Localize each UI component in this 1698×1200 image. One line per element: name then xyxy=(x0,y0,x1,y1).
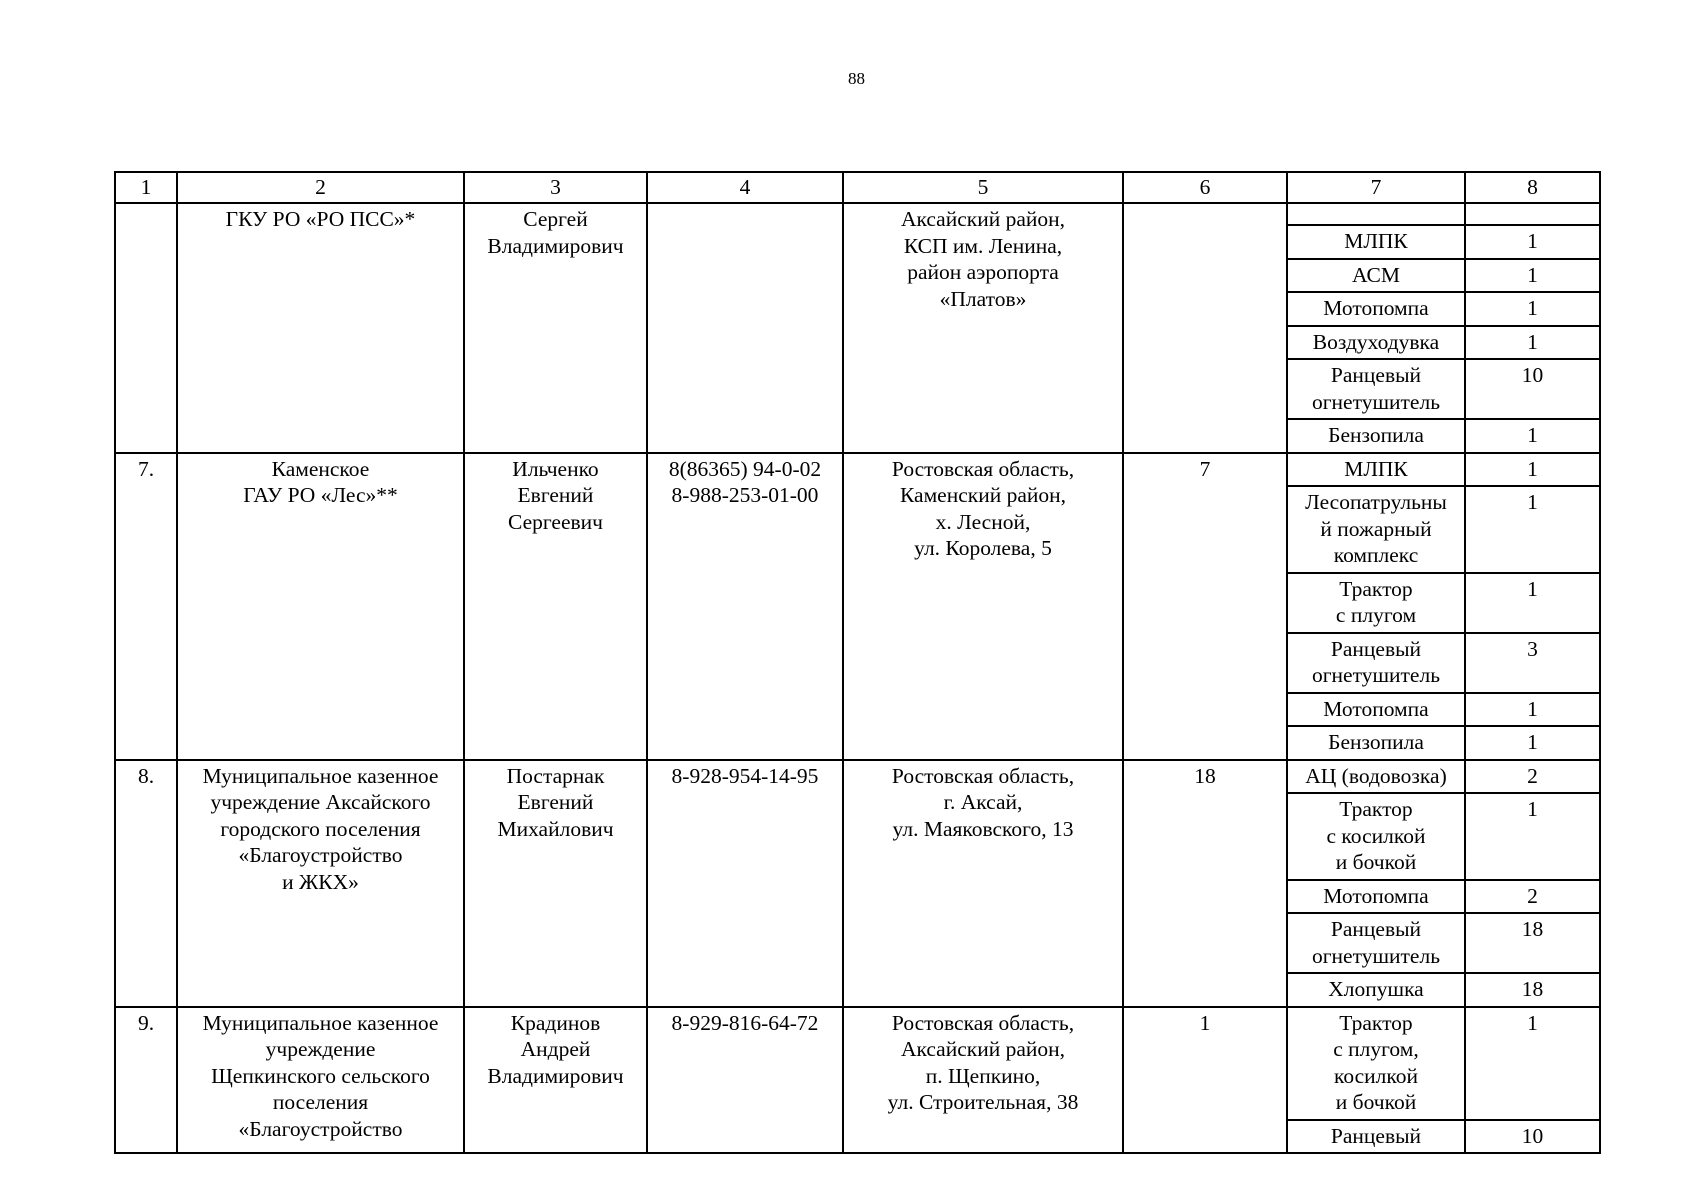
equipment-qty-cell: 1 xyxy=(1465,693,1600,727)
equipment-name-cell: Воздуходувка xyxy=(1287,326,1465,360)
equipment-name-cell: Бензопила xyxy=(1287,419,1465,453)
phone-cell: 8-928-954-14-95 xyxy=(647,760,843,1007)
header-cell: 8 xyxy=(1465,172,1600,203)
responsible-person-cell: Крадинов Андрей Владимирович xyxy=(464,1007,647,1154)
page-number: 88 xyxy=(848,69,865,88)
equipment-qty-cell: 1 xyxy=(1465,326,1600,360)
phone-cell: 8(86365) 94-0-02 8-988-253-01-00 xyxy=(647,453,843,760)
row-number: 7. xyxy=(115,453,177,760)
equipment-qty-cell: 10 xyxy=(1465,1120,1600,1154)
table-row xyxy=(115,453,1600,487)
personnel-count-cell xyxy=(1123,203,1287,453)
equipment-qty-cell: 2 xyxy=(1465,880,1600,914)
responsible-person-cell: Сергей Владимирович xyxy=(464,203,647,453)
equipment-qty-cell: 18 xyxy=(1465,973,1600,1007)
equipment-name-cell: Бензопила xyxy=(1287,726,1465,760)
header-cell: 2 xyxy=(177,172,464,203)
equipment-qty-cell: 3 xyxy=(1465,633,1600,693)
personnel-count-cell: 1 xyxy=(1123,1007,1287,1154)
address-cell: Ростовская область, Каменский район, х. Лесной, ул. Королева, 5 xyxy=(843,453,1123,760)
equipment-table xyxy=(114,171,1601,1154)
equipment-qty-cell: 1 xyxy=(1465,486,1600,573)
table-header-row xyxy=(115,172,1600,203)
equipment-name-cell: Трактор с косилкой и бочкой xyxy=(1287,793,1465,880)
personnel-count-cell: 7 xyxy=(1123,453,1287,760)
equipment-qty-cell: 1 xyxy=(1465,1007,1600,1120)
row-number: 8. xyxy=(115,760,177,1007)
equipment-name-cell: АЦ (водовозка) xyxy=(1287,760,1465,794)
equipment-name-cell: Лесопатрульны й пожарный комплекс xyxy=(1287,486,1465,573)
header-cell: 4 xyxy=(647,172,843,203)
equipment-name-cell: Трактор с плугом, косилкой и бочкой xyxy=(1287,1007,1465,1120)
equipment-name-cell: Мотопомпа xyxy=(1287,693,1465,727)
organization-cell: Каменское ГАУ РО «Лес»** xyxy=(177,453,464,760)
equipment-name-cell: Ранцевый xyxy=(1287,1120,1465,1154)
equipment-name-cell: Мотопомпа xyxy=(1287,880,1465,914)
address-cell: Ростовская область, Аксайский район, п. Щепкино, ул. Строительная, 38 xyxy=(843,1007,1123,1154)
responsible-person-cell: Постарнак Евгений Михайлович xyxy=(464,760,647,1007)
equipment-name-cell: Ранцевый огнетушитель xyxy=(1287,359,1465,419)
address-cell: Ростовская область, г. Аксай, ул. Маяковского, 13 xyxy=(843,760,1123,1007)
equipment-name-cell: Трактор с плугом xyxy=(1287,573,1465,633)
equipment-name-cell: АСМ xyxy=(1287,259,1465,293)
address-cell: Аксайский район, КСП им. Ленина, район аэропорта «Платов» xyxy=(843,203,1123,453)
equipment-name-cell: МЛПК xyxy=(1287,453,1465,487)
equipment-name-cell: МЛПК xyxy=(1287,225,1465,259)
table-row xyxy=(115,1007,1600,1120)
header-cell: 6 xyxy=(1123,172,1287,203)
equipment-qty-cell: 1 xyxy=(1465,573,1600,633)
equipment-name-cell: Ранцевый огнетушитель xyxy=(1287,633,1465,693)
equipment-qty-cell: 10 xyxy=(1465,359,1600,419)
header-cell: 7 xyxy=(1287,172,1465,203)
equipment-name-cell: Мотопомпа xyxy=(1287,292,1465,326)
row-number: 9. xyxy=(115,1007,177,1154)
table-row xyxy=(115,203,1600,225)
equipment-qty-cell: 1 xyxy=(1465,726,1600,760)
equipment-qty-cell: 1 xyxy=(1465,453,1600,487)
organization-cell: Муниципальное казенное учреждение Щепкинского сельского поселения «Благоустройство xyxy=(177,1007,464,1154)
row-number xyxy=(115,203,177,453)
table-row xyxy=(115,760,1600,794)
header-cell: 5 xyxy=(843,172,1123,203)
header-cell: 3 xyxy=(464,172,647,203)
personnel-count-cell: 18 xyxy=(1123,760,1287,1007)
equipment-qty-cell: 1 xyxy=(1465,292,1600,326)
organization-cell: Муниципальное казенное учреждение Аксайского городского поселения «Благоустройство и ЖКХ» xyxy=(177,760,464,1007)
equipment-qty-cell: 1 xyxy=(1465,225,1600,259)
phone-cell: 8-929-816-64-72 xyxy=(647,1007,843,1154)
equipment-qty-cell: 1 xyxy=(1465,419,1600,453)
equipment-qty-cell: 18 xyxy=(1465,913,1600,973)
equipment-qty-cell: 1 xyxy=(1465,793,1600,880)
equipment-name-cell xyxy=(1287,203,1465,225)
equipment-qty-cell: 1 xyxy=(1465,259,1600,293)
phone-cell xyxy=(647,203,843,453)
equipment-qty-cell: 2 xyxy=(1465,760,1600,794)
responsible-person-cell: Ильченко Евгений Сергеевич xyxy=(464,453,647,760)
equipment-qty-cell xyxy=(1465,203,1600,225)
equipment-name-cell: Ранцевый огнетушитель xyxy=(1287,913,1465,973)
equipment-name-cell: Хлопушка xyxy=(1287,973,1465,1007)
organization-cell: ГКУ РО «РО ПСС»* xyxy=(177,203,464,453)
header-cell: 1 xyxy=(115,172,177,203)
